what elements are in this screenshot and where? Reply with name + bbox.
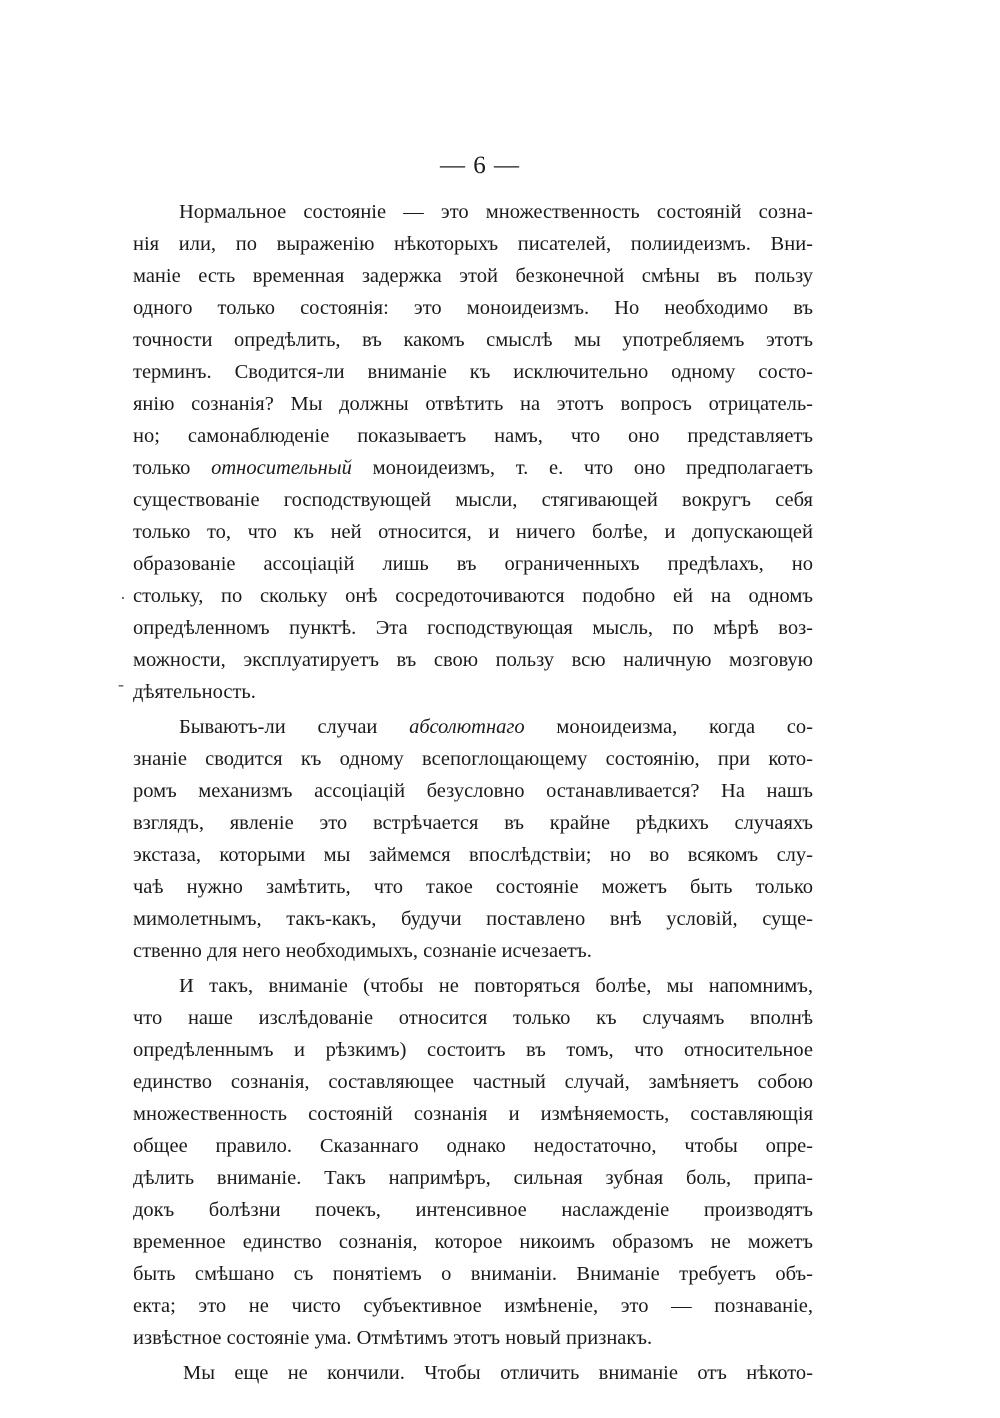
text-line: опредѣленнымъ и рѣзкимъ) состоитъ въ томъ, что относительное xyxy=(133,1039,813,1061)
text-line: точности опредѣлить, въ какомъ смыслѣ мы употребляемъ этотъ xyxy=(133,329,813,351)
text-line: существованiе господствующей мысли, стягивающей вокругъ себя xyxy=(133,489,813,511)
text-line: екта; это не чисто субъективное измѣненiе, это — познаванiе, xyxy=(133,1295,813,1317)
text-line: нiя или, по выраженiю нѣкоторыхъ писателей, полиидеизмъ. Вни- xyxy=(133,233,813,255)
text-line: Мы еще не кончили. Чтобы отличить вниманiе отъ нѣкото- xyxy=(183,1362,813,1384)
text-line: манiе есть временная задержка этой безконечной смѣны въ пользу xyxy=(133,265,813,287)
text-line xyxy=(133,452,813,484)
text-line: ромъ механизмъ ассоцiацiй безусловно останавливается? На нашъ xyxy=(133,780,813,802)
text-line xyxy=(133,711,813,743)
text-line: опредѣленномъ пунктѣ. Эта господствующая мысль, по мѣрѣ воз- xyxy=(133,617,813,639)
text-line: быть смѣшано съ понятiемъ о вниманiи. Вниманiе требуетъ объ- xyxy=(133,1263,813,1285)
text-line: мимолетнымъ, такъ-какъ, будучи поставлено внѣ условiй, суще- xyxy=(133,908,813,930)
text-line: только то, что къ ней относится, и ничего болѣе, и допускающей xyxy=(133,521,813,543)
text-line: единство сознанiя, составляющее частный случай, замѣняетъ собою xyxy=(133,1071,813,1093)
text-line: что наше изслѣдованiе относится только къ случаямъ вполнѣ xyxy=(133,1007,813,1029)
italic-term: абсолютнаго xyxy=(409,716,525,738)
text-run: моноидеизмъ, т. е. что оно предполагаетъ xyxy=(351,457,813,479)
text-line: образованiе ассоцiацiй лишь въ ограниченныхъ предѣлахъ, но xyxy=(133,553,813,575)
text-line: общее правило. Сказаннаго однако недостаточно, чтобы опре- xyxy=(133,1135,813,1157)
text-line: дѣятельность. xyxy=(133,681,256,703)
text-line: ственно для него необходимыхъ, сознанiе исчезаетъ. xyxy=(133,940,592,962)
text-line: но; самонаблюденiе показываетъ намъ, что оно представляетъ xyxy=(133,425,813,447)
text-line: экстаза, которыми мы займемся впослѣдствiи; но во всякомъ слу- xyxy=(133,844,813,866)
margin-dot-mark: · xyxy=(120,588,126,608)
margin-dash-mark: - xyxy=(118,674,124,694)
text-run: Бываютъ-ли случаи xyxy=(179,716,410,738)
text-line: извѣстное состоянiе ума. Отмѣтимъ этотъ новый признакъ. xyxy=(133,1327,653,1349)
text-line: чаѣ нужно замѣтить, что такое состоянiе можетъ быть только xyxy=(133,876,813,898)
text-run: только xyxy=(133,457,212,479)
text-line: докъ болѣзни почекъ, интенсивное наслажденiе производятъ xyxy=(133,1199,813,1221)
text-line: одного только состоянiя: это моноидеизмъ. Но необходимо въ xyxy=(133,297,813,319)
text-run: моноидеизма, когда со- xyxy=(524,716,813,738)
body-text xyxy=(133,196,813,1389)
text-line: терминъ. Сводится-ли вниманiе къ исключительно одному состо- xyxy=(133,361,813,383)
text-line: знанiе сводится къ одному всепоглощающему состоянiю, при кото- xyxy=(133,748,813,770)
italic-term: относительный xyxy=(211,457,352,479)
text-line: взглядъ, явленiе это встрѣчается въ крайне рѣдкихъ случаяхъ xyxy=(133,812,813,834)
page-number: — 6 — xyxy=(440,152,520,179)
text-line: янiю сознанiя? Мы должны отвѣтить на этотъ вопросъ отрицатель- xyxy=(133,393,813,415)
text-line: можности, эксплуатируетъ въ свою пользу всю наличную мозговую xyxy=(133,649,813,671)
text-line: дѣлить вниманiе. Такъ напримѣръ, сильная зубная боль, припа- xyxy=(133,1167,813,1189)
text-line: временное единство сознанiя, которое никоимъ образомъ не можетъ xyxy=(133,1231,813,1253)
text-line: множественность состоянiй сознанiя и измѣняемость, составляющiя xyxy=(133,1103,813,1125)
text-line: стольку, по скольку онѣ сосредоточиваются подобно ей на одномъ xyxy=(133,585,813,607)
text-line: И такъ, вниманiе (чтобы не повторяться болѣе, мы напомнимъ, xyxy=(179,975,813,997)
text-line: Нормальное состоянiе — это множественность состоянiй созна- xyxy=(179,201,813,223)
